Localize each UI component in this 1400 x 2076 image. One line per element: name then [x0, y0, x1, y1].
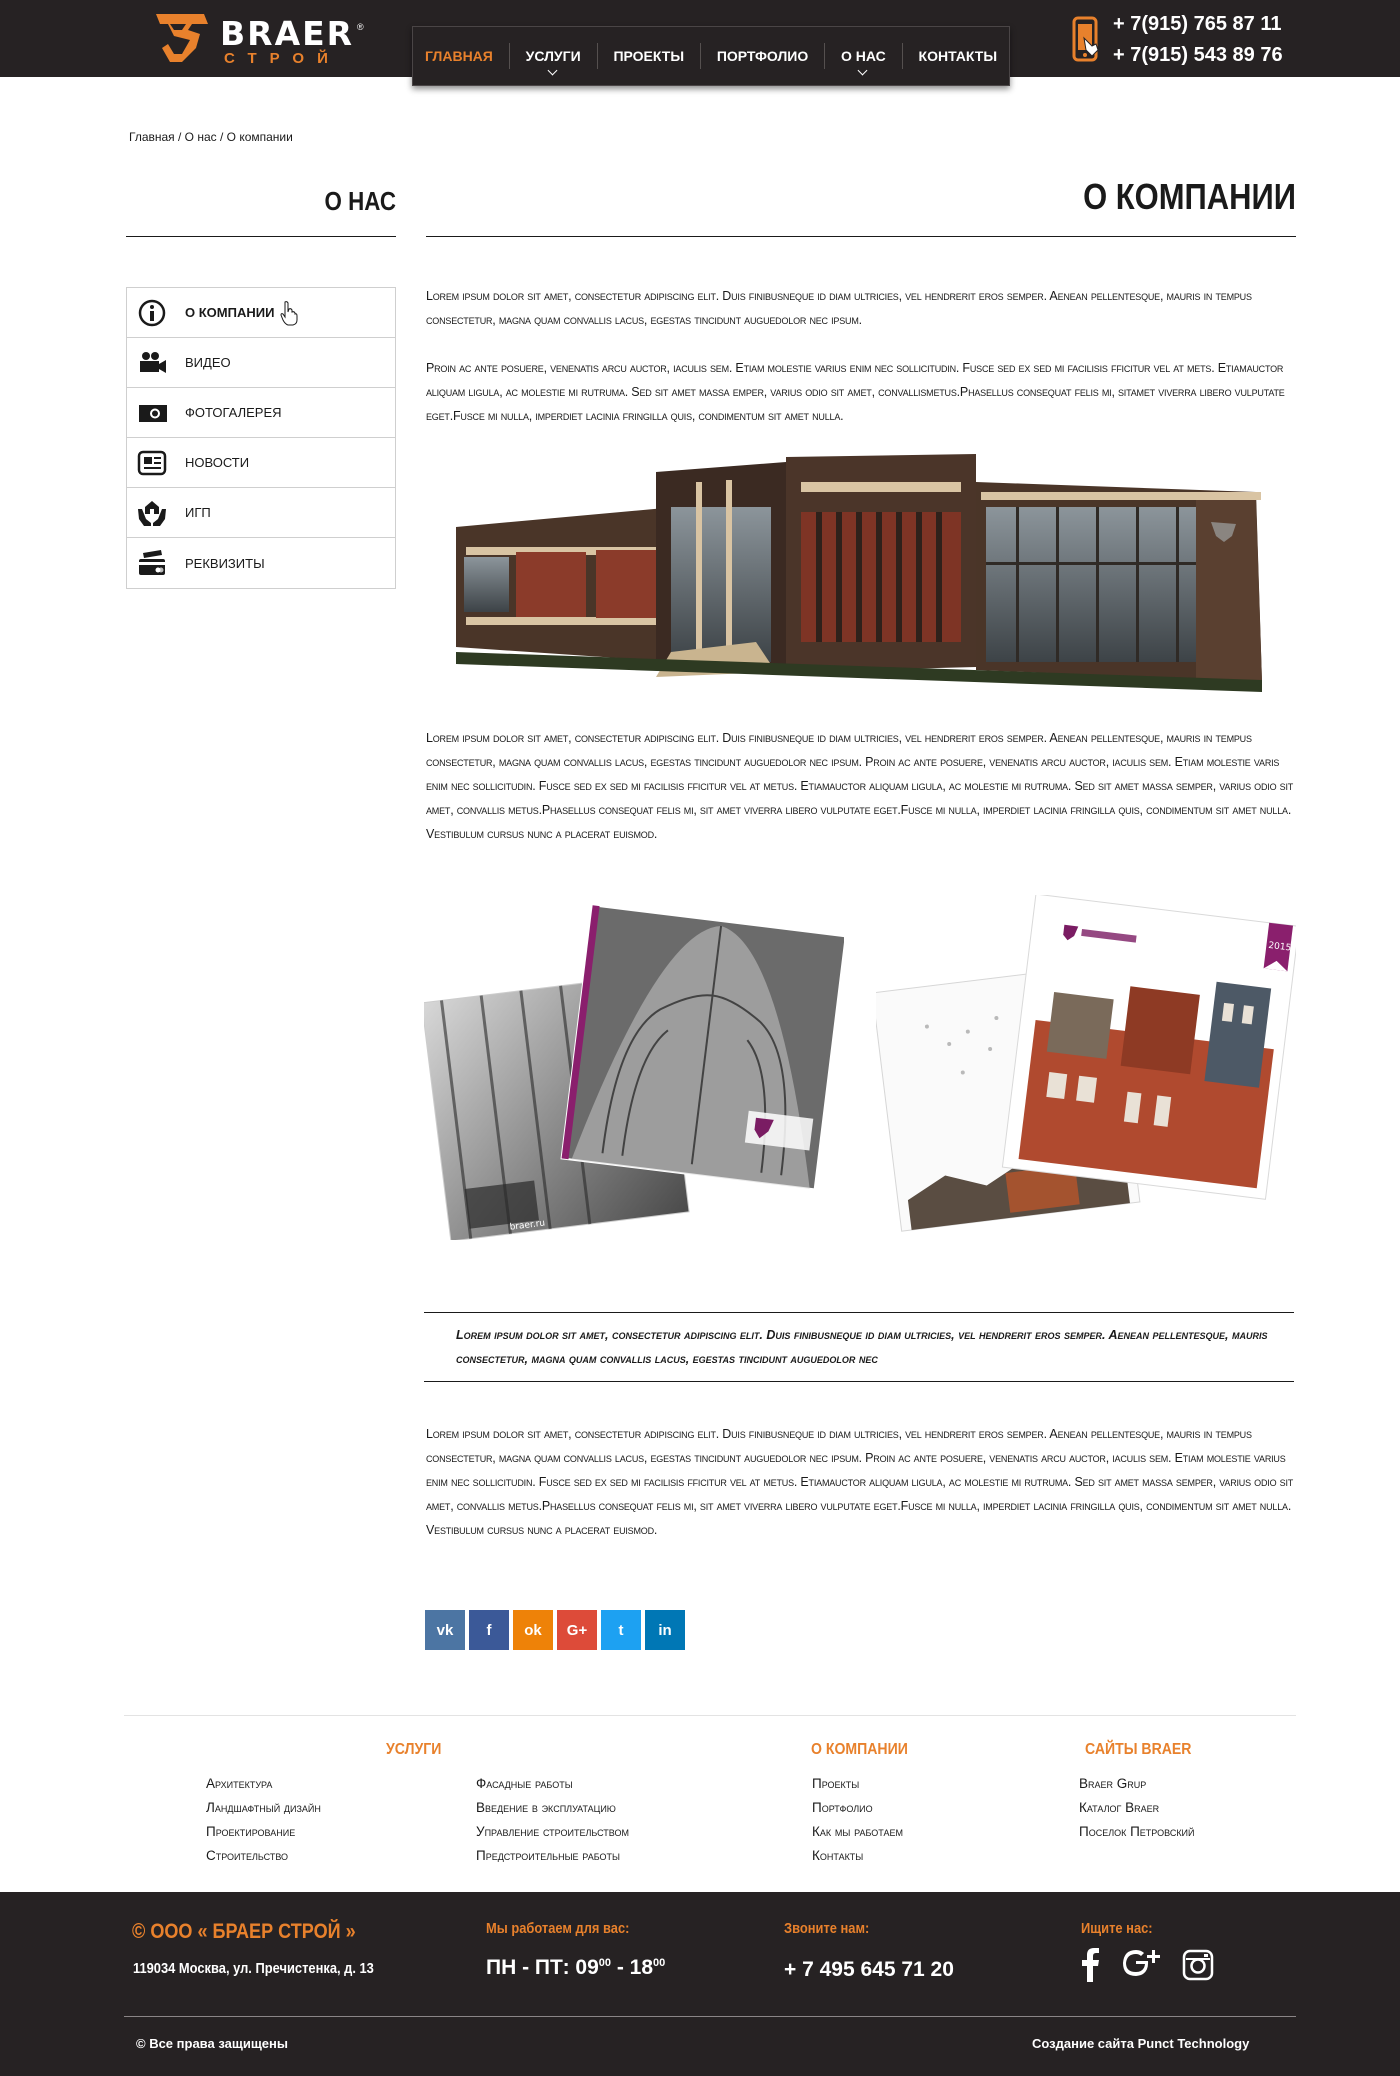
footer-link[interactable]: Braer Grup: [1079, 1776, 1147, 1791]
twitter-icon: t: [618, 1621, 624, 1639]
twitter-share-button[interactable]: [601, 1610, 641, 1650]
footer-services-list-1: [206, 1772, 321, 1868]
footer-link[interactable]: Ландшафтный дизайн: [206, 1800, 321, 1815]
links-divider: [124, 1715, 1296, 1716]
page-title: О КОМПАНИИ: [1083, 176, 1296, 217]
footer-link[interactable]: Строительство: [206, 1848, 289, 1863]
sidebar-item-label: НОВОСТИ: [185, 455, 250, 470]
google-plus-icon[interactable]: [1122, 1948, 1160, 1982]
facebook-icon: f: [486, 1621, 492, 1639]
footer-phone[interactable]: + 7 495 645 71 20: [784, 1958, 954, 1981]
main-navigation: [412, 26, 1010, 86]
footer-link[interactable]: Поселок Петровский: [1079, 1824, 1195, 1839]
logo-subtitle: СТРОЙ: [224, 50, 341, 67]
facebook-share-button[interactable]: [469, 1610, 509, 1650]
hand-cursor-icon: [279, 300, 299, 326]
braer-logo-mark-icon: [152, 10, 212, 66]
footer-working-hours: ПН - ПТ: $09^{00} - 18^{00}$: [486, 1956, 666, 1979]
facebook-icon[interactable]: [1080, 1948, 1100, 1982]
footer-social-links: [1080, 1948, 1214, 1982]
footer-company-list: [812, 1772, 903, 1868]
nav-item-projects[interactable]: ПРОЕКТЫ: [613, 48, 685, 64]
google-plus-share-button[interactable]: [557, 1610, 597, 1650]
sidebar-item-label: РЕКВИЗИТЫ: [185, 555, 265, 571]
page-title-divider: [426, 236, 1296, 237]
footer-link[interactable]: Контакты: [812, 1848, 864, 1863]
braer-logo[interactable]: [152, 10, 364, 66]
chevron-down-icon: [858, 66, 868, 76]
sidebar-item-video[interactable]: [127, 338, 395, 388]
nav-item-portfolio[interactable]: ПОРТФОЛИО: [716, 48, 809, 64]
vk-icon: vk: [436, 1621, 454, 1639]
sidebar-item-label: ИГП: [185, 505, 211, 520]
footer-link[interactable]: Предстроительные работы: [476, 1848, 620, 1863]
footer-link[interactable]: Как мы работаем: [812, 1824, 903, 1839]
footer-sites-title: САЙТЫ BRAER: [1085, 1741, 1192, 1758]
nav-divider: [597, 43, 598, 69]
brochure-image-left: [424, 895, 844, 1240]
site-footer: [0, 1892, 1400, 2076]
sidebar-item-news[interactable]: [127, 438, 395, 488]
news-icon: [137, 449, 167, 477]
footer-link[interactable]: Портфолио: [812, 1800, 873, 1815]
footer-credit[interactable]: Создание сайта Punct Technology: [1032, 2036, 1250, 2051]
chevron-down-icon: [548, 66, 558, 76]
content-paragraph-3: Lorem ipsum dolor sit amet, consectetur adipiscing elit. Duis finibusneque id diam ultricies, vel hendrerit eros semper. Aenean pellentesque, mauris in tempus consectetur, magna quam convallis lacus, egestas tincidunt auguedolor nec ipsum. Proin ac ante posuere, venenatis arcu auctor, iaculis sem. Etiam molestie varis enim nec sollicitudin. Fusce sed ex sed mi facilisis fficitur vel at metus. Etiamauctor aliquam ligula, ac molestie mi rutruma. Sed sit amet massa semper, varius odio sit amet, convallis metus.Phasellus consequat felis mi, sit amet viverra libero vulputate eget.Fusce mi nulla, imperdiet lacinia fringilla quis, condimentum sit amet nulla. Vestibulum cursus nunc a placerat euismod.: [426, 731, 1294, 841]
sidebar-item-photo-gallery[interactable]: [127, 388, 395, 438]
linkedin-icon: in: [658, 1621, 672, 1639]
footer-copyright: © Все права защищены: [136, 2036, 288, 2051]
quote-text: Lorem ipsum dolor sit amet, consectetur adipiscing elit. Duis finibusneque id diam ultricies, vel hendrerit eros semper. Aenean pellentesque, mauris consectetur, magna quam convallis lacus, egestas tincidunt auguedolor nec: [456, 1328, 1268, 1366]
site-header: [0, 0, 1400, 77]
content-paragraph-4: Lorem ipsum dolor sit amet, consectetur adipiscing elit. Duis finibusneque id diam ultricies, vel hendrerit eros semper. Aenean pellentesque, mauris in tempus consectetur, magna quam convallis lacus, egestas tincidunt auguedolor nec ipsum. Proin ac ante posuere, venenatis arcu auctor, iaculis sem. Etiam molestie varius enim nec sollicitudin. Fusce sed ex sed mi facilisis fficitur vel at metus. Etiamauctor aliquam ligula, ac molestie mi rutruma. Sed sit amet massa semper, varius odio sit amet, convallis metus.Phasellus consequat felis mi, sit amet viverra libero vulputate eget.Fusce mi nulla, imperdiet lacinia fringilla quis, condimentum sit amet nulla. Vestibulum cursus nunc a placerat euismod.: [426, 1427, 1294, 1537]
odnoklassniki-icon: ok: [524, 1621, 542, 1639]
footer-sites-list: [1079, 1772, 1195, 1844]
sidebar-item-label: ФОТОГАЛЕРЕЯ: [185, 405, 282, 420]
breadcrumb[interactable]: Главная / О нас / О компании: [129, 130, 293, 144]
sidebar-title-divider: [126, 236, 396, 237]
footer-company-title: О КОМПАНИИ: [811, 1741, 908, 1758]
content-paragraph-1: Lorem ipsum dolor sit amet, consectetur adipiscing elit. Duis finibusneque id diam ultricies, vel hendrerit eros semper. Aenean pellentesque, mauris in tempus consectetur, magna quam convallis lacus, egestas tincidunt auguedolor nec ipsum.: [426, 289, 1252, 327]
header-phones: [1113, 9, 1283, 71]
header-phone-2[interactable]: + 7(915) 543 89 76: [1113, 44, 1283, 66]
brochure-image-right: [876, 895, 1296, 1240]
logo-wordmark: BRAER: [220, 14, 355, 53]
sidebar-menu: [126, 287, 396, 589]
footer-link[interactable]: Проекты: [812, 1776, 860, 1791]
brochure-site-text: braer.ru: [509, 1218, 546, 1233]
logo-registered-mark: ®: [357, 22, 364, 32]
phone-icon: [1072, 16, 1098, 62]
footer-call-label: Звоните нам:: [784, 1920, 870, 1937]
sidebar-item-requisites[interactable]: [127, 538, 395, 588]
footer-services-list-2: [476, 1772, 629, 1868]
footer-find-label: Ищите нас:: [1081, 1920, 1153, 1937]
footer-services-title: УСЛУГИ: [386, 1741, 442, 1758]
footer-hours-label: Мы работаем для вас:: [486, 1920, 630, 1937]
nav-divider: [700, 43, 701, 69]
nav-divider: [509, 43, 510, 69]
content-paragraph-2: Proin ac ante posuere, venenatis arcu auctor, iaculis sem. Etiam molestie varius enim nec sollicitudin. Fusce sed ex sed mi facilisis fficitur vel at mets. Etiamauctor aliquam ligula, ac molestie mi rutruma. Sed sit amet massa emper, varius odio sit amet, convallismetus.Phasellus consequat felis mi, sitamet viverra libero vulputate eget.Fusce mi nulla, imperdiet lacinia fringilla quis, condimentum sit amet nulla.: [426, 361, 1285, 423]
office-building-image: [456, 452, 1262, 692]
nav-divider: [824, 43, 825, 69]
footer-address: 119034 Москва, ул. Пречистенка, д. 13: [133, 1960, 374, 1977]
sidebar-item-about-company[interactable]: [127, 288, 395, 338]
footer-link[interactable]: Проектирование: [206, 1824, 296, 1839]
header-phone-1[interactable]: + 7(915) 765 87 11: [1113, 13, 1282, 35]
linkedin-share-button[interactable]: [645, 1610, 685, 1650]
odnoklassniki-share-button[interactable]: [513, 1610, 553, 1650]
footer-company-name: © ООО « БРАЕР СТРОЙ »: [132, 1920, 356, 1943]
footer-divider: [124, 2016, 1296, 2017]
video-camera-icon: [137, 349, 167, 377]
nav-divider: [902, 43, 903, 69]
footer-link[interactable]: Каталог Braer: [1079, 1800, 1160, 1815]
sidebar-item-label: О КОМПАНИИ: [185, 305, 275, 320]
sidebar-item-label: ВИДЕО: [185, 355, 231, 370]
vk-share-button[interactable]: [425, 1610, 465, 1650]
brochure-year-text: 2015: [1267, 940, 1292, 954]
quote-block: [424, 1312, 1294, 1382]
sidebar-item-igp[interactable]: [127, 488, 395, 538]
footer-link[interactable]: Фасадные работы: [476, 1776, 573, 1791]
nav-item-services[interactable]: УСЛУГИ: [518, 26, 589, 86]
footer-link[interactable]: Архитектура: [206, 1776, 273, 1791]
footer-link[interactable]: Управление строительством: [476, 1824, 629, 1839]
info-icon: [137, 299, 167, 327]
hands-house-icon: [137, 499, 167, 527]
nav-item-home[interactable]: ГЛАВНАЯ: [424, 48, 493, 64]
social-share-bar: [425, 1610, 685, 1650]
instagram-icon[interactable]: [1182, 1949, 1214, 1981]
photo-camera-icon: [137, 399, 167, 427]
credit-card-icon: [137, 549, 167, 577]
nav-item-contacts[interactable]: КОНТАКТЫ: [918, 48, 998, 64]
footer-link[interactable]: Введение в эксплуатацию: [476, 1800, 616, 1815]
google-plus-icon: G+: [566, 1621, 588, 1639]
sidebar-title: О НАС: [324, 186, 396, 216]
nav-item-about[interactable]: О НАС: [833, 26, 894, 86]
